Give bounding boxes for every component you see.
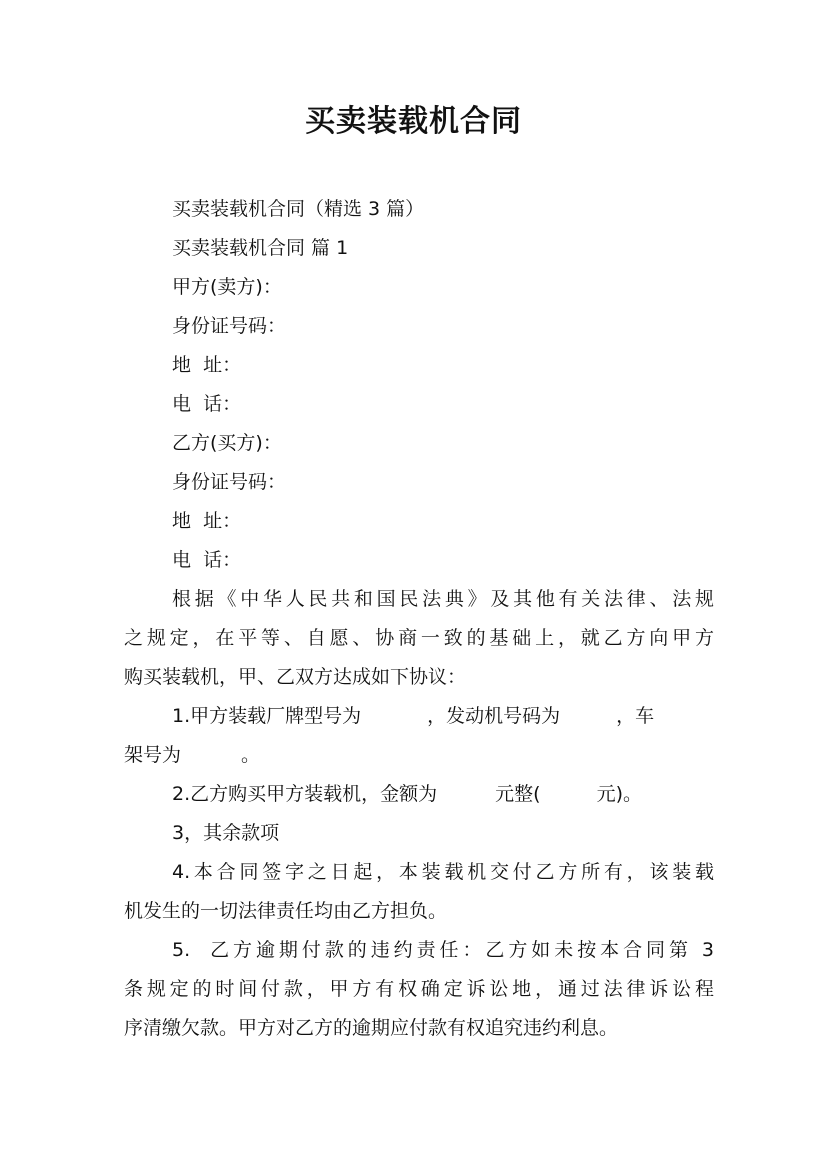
clause-4-line-1: 4.本合同签字之日起，本装载机交付乙方所有，该装载 [172, 861, 714, 883]
clause-3-line: 3，其余款项 [172, 822, 280, 844]
clause-1-text-a: 1.甲方装载厂牌型号为 [172, 705, 362, 727]
clause-1-line-2 [124, 736, 714, 775]
party-b-address-label: 地 址： [172, 510, 242, 532]
clause-1-line-1 [124, 697, 714, 736]
clause-1-text-e: 。 [241, 744, 261, 766]
party-a-label: 甲方(卖方)： [172, 276, 282, 298]
party-a-address-label: 地 址： [172, 354, 242, 376]
clause-2-text-c: 元)。 [596, 783, 642, 805]
party-b-phone-label: 电 话： [172, 549, 242, 571]
clause-2-text-a: 2.乙方购买甲方装载机，金额为 [172, 783, 438, 805]
clause-5-line-1: 5. 乙方逾期付款的违约责任：乙方如未按本合同第 3 [172, 939, 714, 961]
clause-1-text-d: 架号为 [124, 744, 182, 766]
clause-4-line-2: 机发生的一切法律责任均由乙方担负。 [124, 900, 448, 922]
party-a-phone-label: 电 话： [172, 393, 242, 415]
section-heading: 买卖装载机合同 篇 1 [172, 237, 349, 259]
clause-5-line-2: 条规定的时间付款，甲方有权确定诉讼地，通过法律诉讼程 [124, 978, 714, 1000]
clause-2-text-b: 元整( [495, 783, 541, 805]
document-body [124, 190, 714, 1048]
basis-paragraph-line-3: 购买装载机，甲、乙双方达成如下协议： [124, 666, 467, 688]
clause-2-line [124, 775, 714, 814]
basis-paragraph-line-1: 根据《中华人民共和国民法典》及其他有关法律、法规 [172, 588, 714, 610]
party-b-id-label: 身份证号码： [172, 471, 287, 493]
basis-paragraph-line-2: 之规定，在平等、自愿、协商一致的基础上，就乙方向甲方 [124, 627, 714, 649]
clause-1-text-c: ，车 [616, 705, 655, 727]
document-title: 买卖装载机合同 [305, 104, 522, 139]
subtitle-line: 买卖装载机合同（精选 3 篇） [172, 198, 425, 220]
clause-1-text-b: ，发动机号码为 [427, 705, 561, 727]
party-a-id-label: 身份证号码： [172, 315, 287, 337]
party-b-label: 乙方(买方)： [172, 432, 282, 454]
clause-5-line-3: 序清缴欠款。甲方对乙方的逾期应付款有权追究违约利息。 [124, 1017, 619, 1039]
